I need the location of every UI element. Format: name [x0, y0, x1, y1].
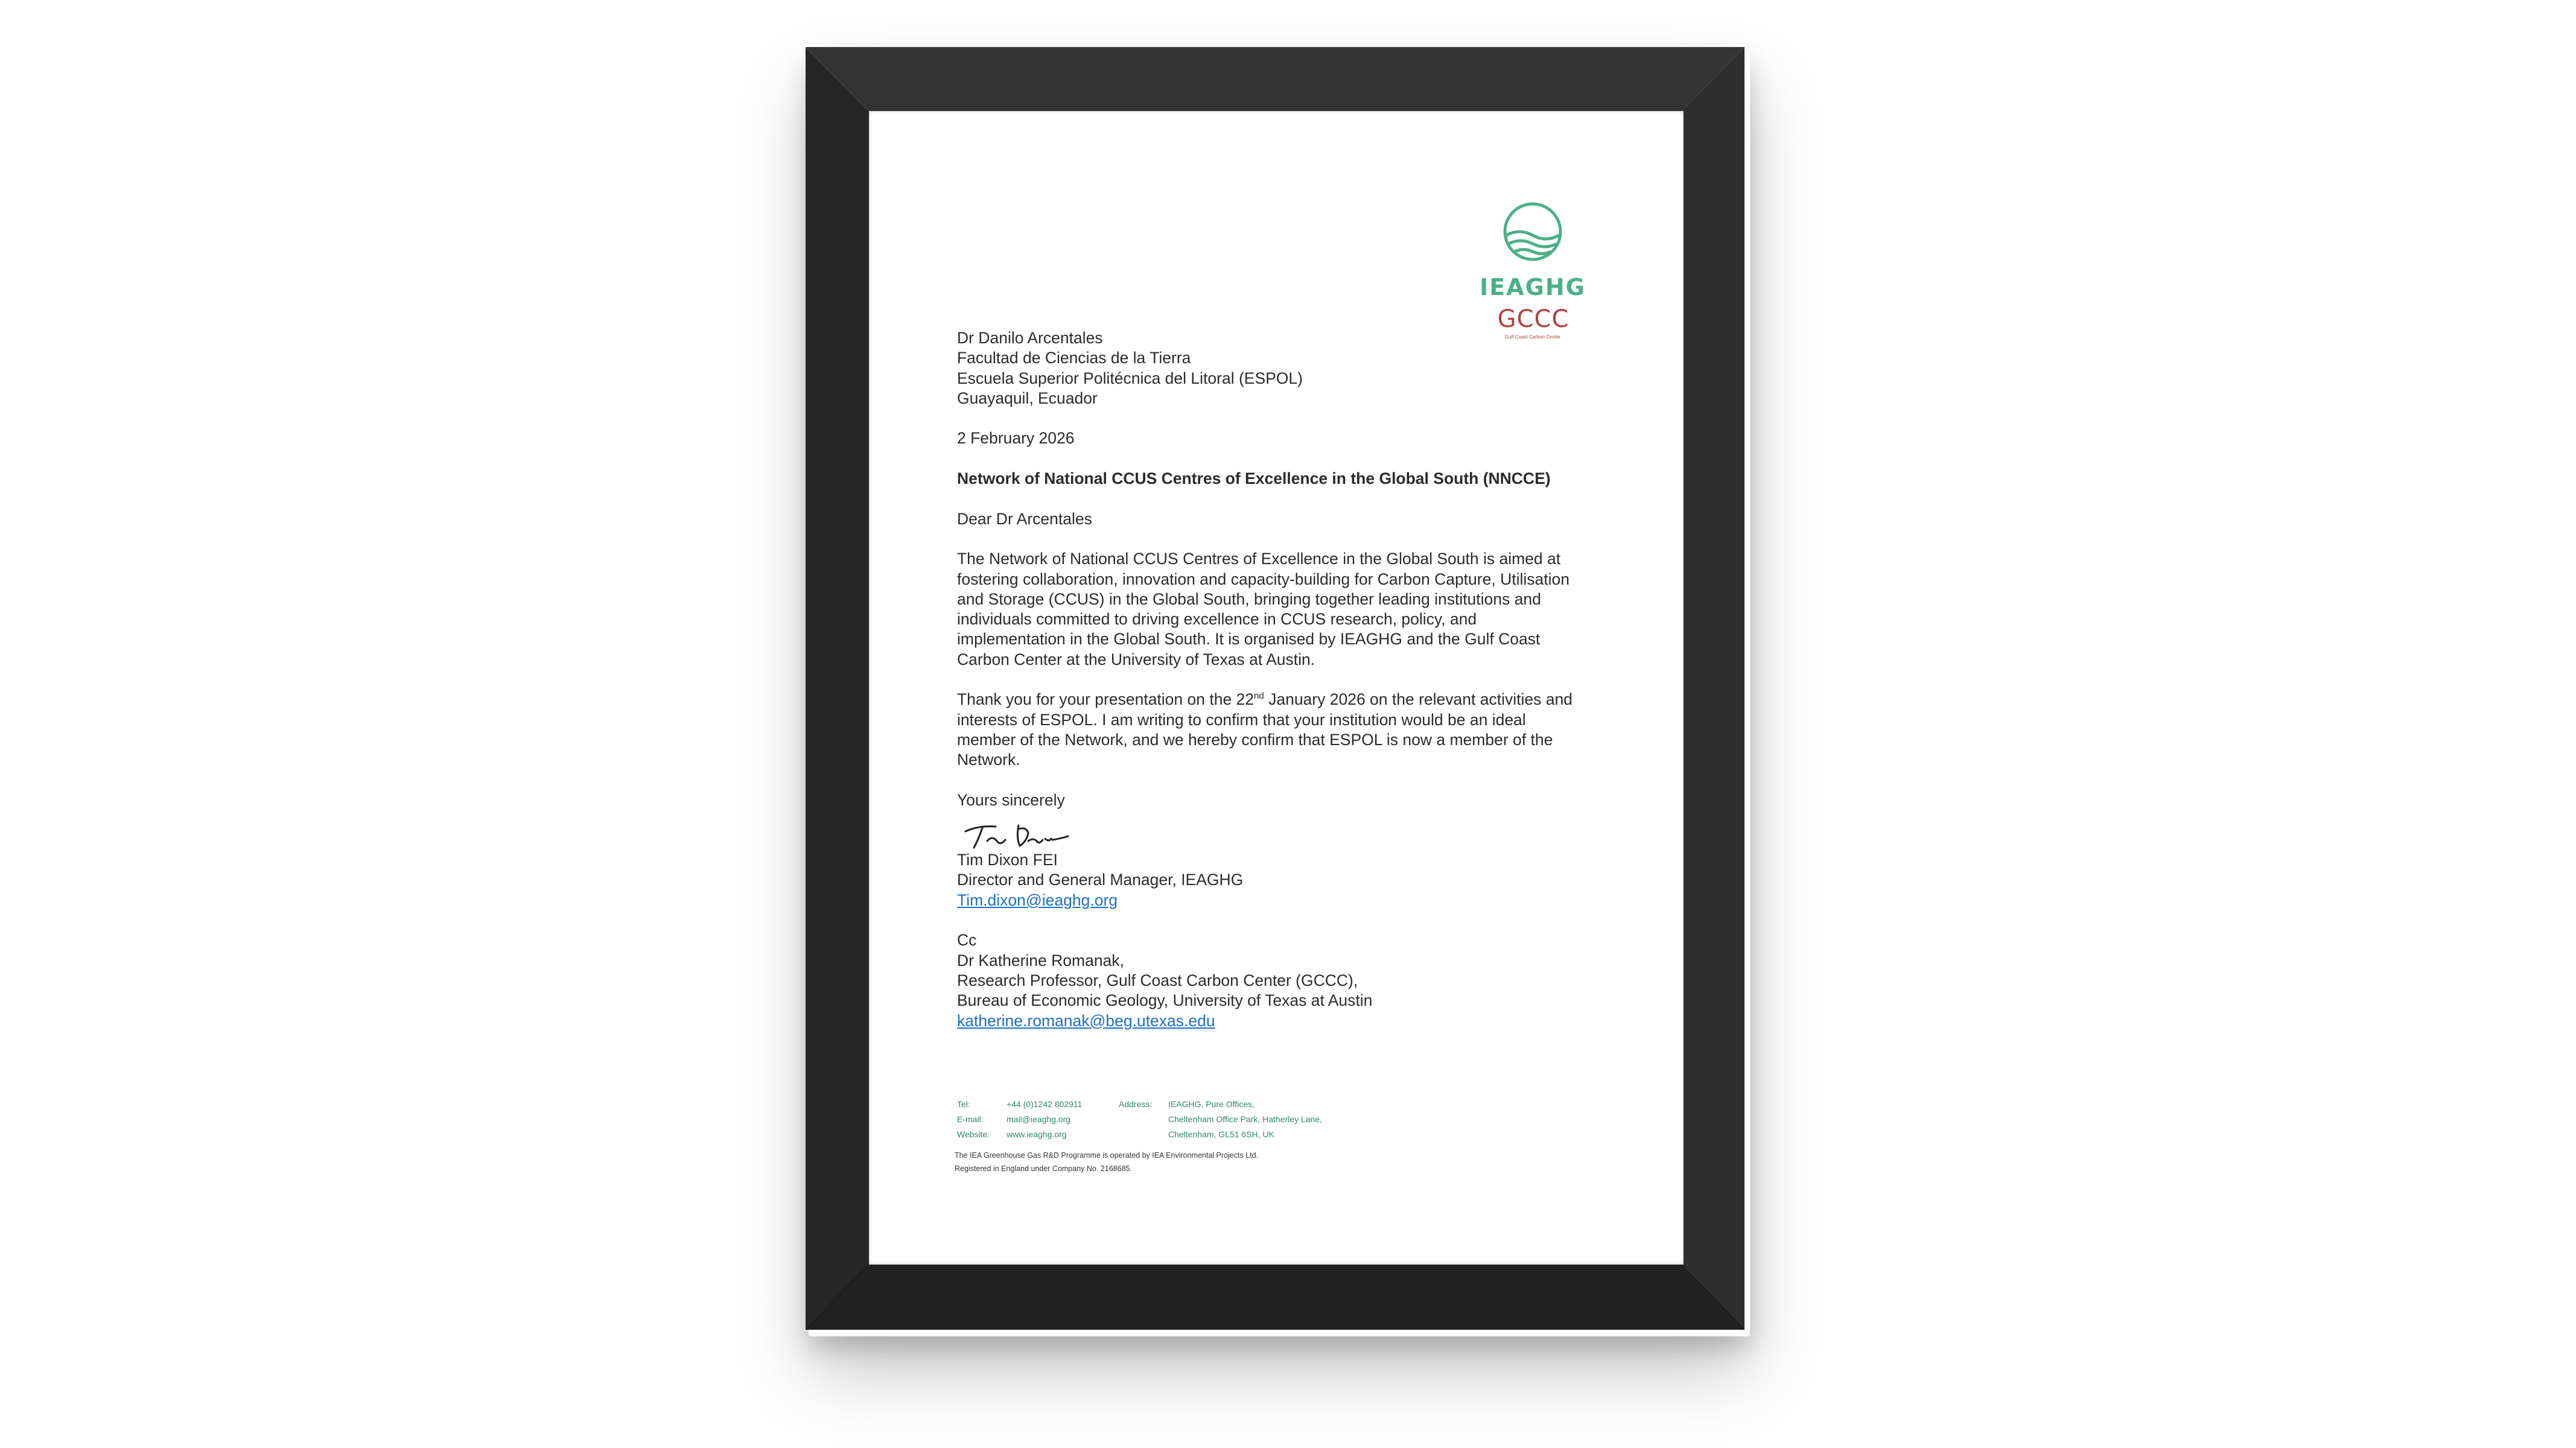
recipient-location: Guayaquil, Ecuador [957, 389, 1098, 407]
handwritten-signature [961, 815, 1081, 857]
footer-email-label: E-mail: [957, 1114, 984, 1124]
signer-title: Director and General Manager, IEAGHG [957, 871, 1244, 889]
footer-note-line-2: Registered in England under Company No. 2168685. [955, 1164, 1132, 1173]
letter-subject: Network of National CCUS Centres of Excellence in the Global South (NNCCE) [957, 469, 1551, 488]
paragraph-2-line-1: Thank you for your presentation on the 22nd January 2026 on the relevant activities and [957, 690, 1573, 709]
recipient-name: Dr Danilo Arcentales [957, 329, 1103, 347]
footer-legal-note [955, 1149, 1258, 1175]
paragraph-1-line-3: and Storage (CCUS) in the Global South, bringing together leading institutions and [957, 589, 1541, 608]
letter-footer [957, 1097, 1500, 1142]
cc-label: Cc [957, 931, 977, 950]
paragraph-1-line-2: fostering collaboration, innovation and capacity-building for Carbon Capture, Utilisation [957, 570, 1569, 588]
superscript-ordinal: nd [1254, 691, 1264, 702]
paragraph-1-line-1: The Network of National CCUS Centres of Excellence in the Global South is aimed at [957, 550, 1561, 568]
letter-salutation: Dear Dr Arcentales [957, 509, 1092, 528]
recipient-institution: Escuela Superior Politécnica del Litoral (ESPOL) [957, 369, 1303, 387]
footer-website-value: www.ieaghg.org [1007, 1129, 1067, 1139]
paragraph-1-line-5: implementation in the Global South. It is organised by IEAGHG and the Gulf Coast [957, 630, 1541, 649]
letter-paper [869, 111, 1684, 1265]
gccc-logo-text: GCCC [1497, 305, 1569, 333]
footer-address-line-3: Cheltenham, GL51 6SH, UK [1168, 1129, 1274, 1139]
logo-area [1472, 202, 1605, 346]
footer-address-label: Address: [1119, 1099, 1153, 1109]
paragraph-2-line-3: member of the Network, and we hereby confirm that ESPOL is now a member of the [957, 730, 1553, 749]
gccc-logo-subtitle: Gulf Coast Carbon Center [1504, 334, 1561, 340]
paragraph-1-line-4: individuals committed to driving excellence in CCUS research, policy, and [957, 610, 1477, 629]
paragraph-1-line-6: Carbon Center at the University of Texas at Austin. [957, 650, 1315, 668]
cc-email-link[interactable]: katherine.romanak@beg.utexas.edu [957, 1011, 1215, 1030]
cc-affiliation: Bureau of Economic Geology, University of Texas at Austin [957, 991, 1373, 1010]
ieaghg-logo-text: IEAGHG [1480, 274, 1586, 300]
footer-tel-value: +44 (0)1242 802911 [1007, 1099, 1083, 1109]
footer-email-value: mail@ieaghg.org [1007, 1114, 1071, 1124]
letter-closing: Yours sincerely [957, 790, 1065, 809]
paragraph-2-line-4: Network. [957, 751, 1020, 769]
recipient-faculty: Facultad de Ciencias de la Tierra [957, 349, 1191, 367]
cc-role: Research Professor, Gulf Coast Carbon Center (GCCC), [957, 971, 1358, 989]
footer-note-line-1: The IEA Greenhouse Gas R&D Programme is operated by IEA Environmental Projects Ltd. [955, 1151, 1259, 1160]
paragraph-2-line-2: interests of ESPOL. I am writing to confirm that your institution would be an ideal [957, 710, 1526, 729]
signer-name: Tim Dixon FEI [957, 851, 1058, 869]
footer-address-line-2: Cheltenham Office Park, Hatherley Lane, [1168, 1114, 1322, 1124]
footer-website-label: Website: [957, 1129, 990, 1139]
footer-tel-label: Tel: [957, 1099, 970, 1109]
letter-body [957, 328, 1597, 1031]
cc-name: Dr Katherine Romanak, [957, 951, 1124, 970]
signer-email-link[interactable]: Tim.dixon@ieaghg.org [957, 891, 1118, 909]
ieaghg-globe-icon [1472, 202, 1593, 274]
footer-address-line-1: IEAGHG, Pure Offices, [1168, 1099, 1255, 1109]
letter-date: 2 February 2026 [957, 429, 1075, 448]
